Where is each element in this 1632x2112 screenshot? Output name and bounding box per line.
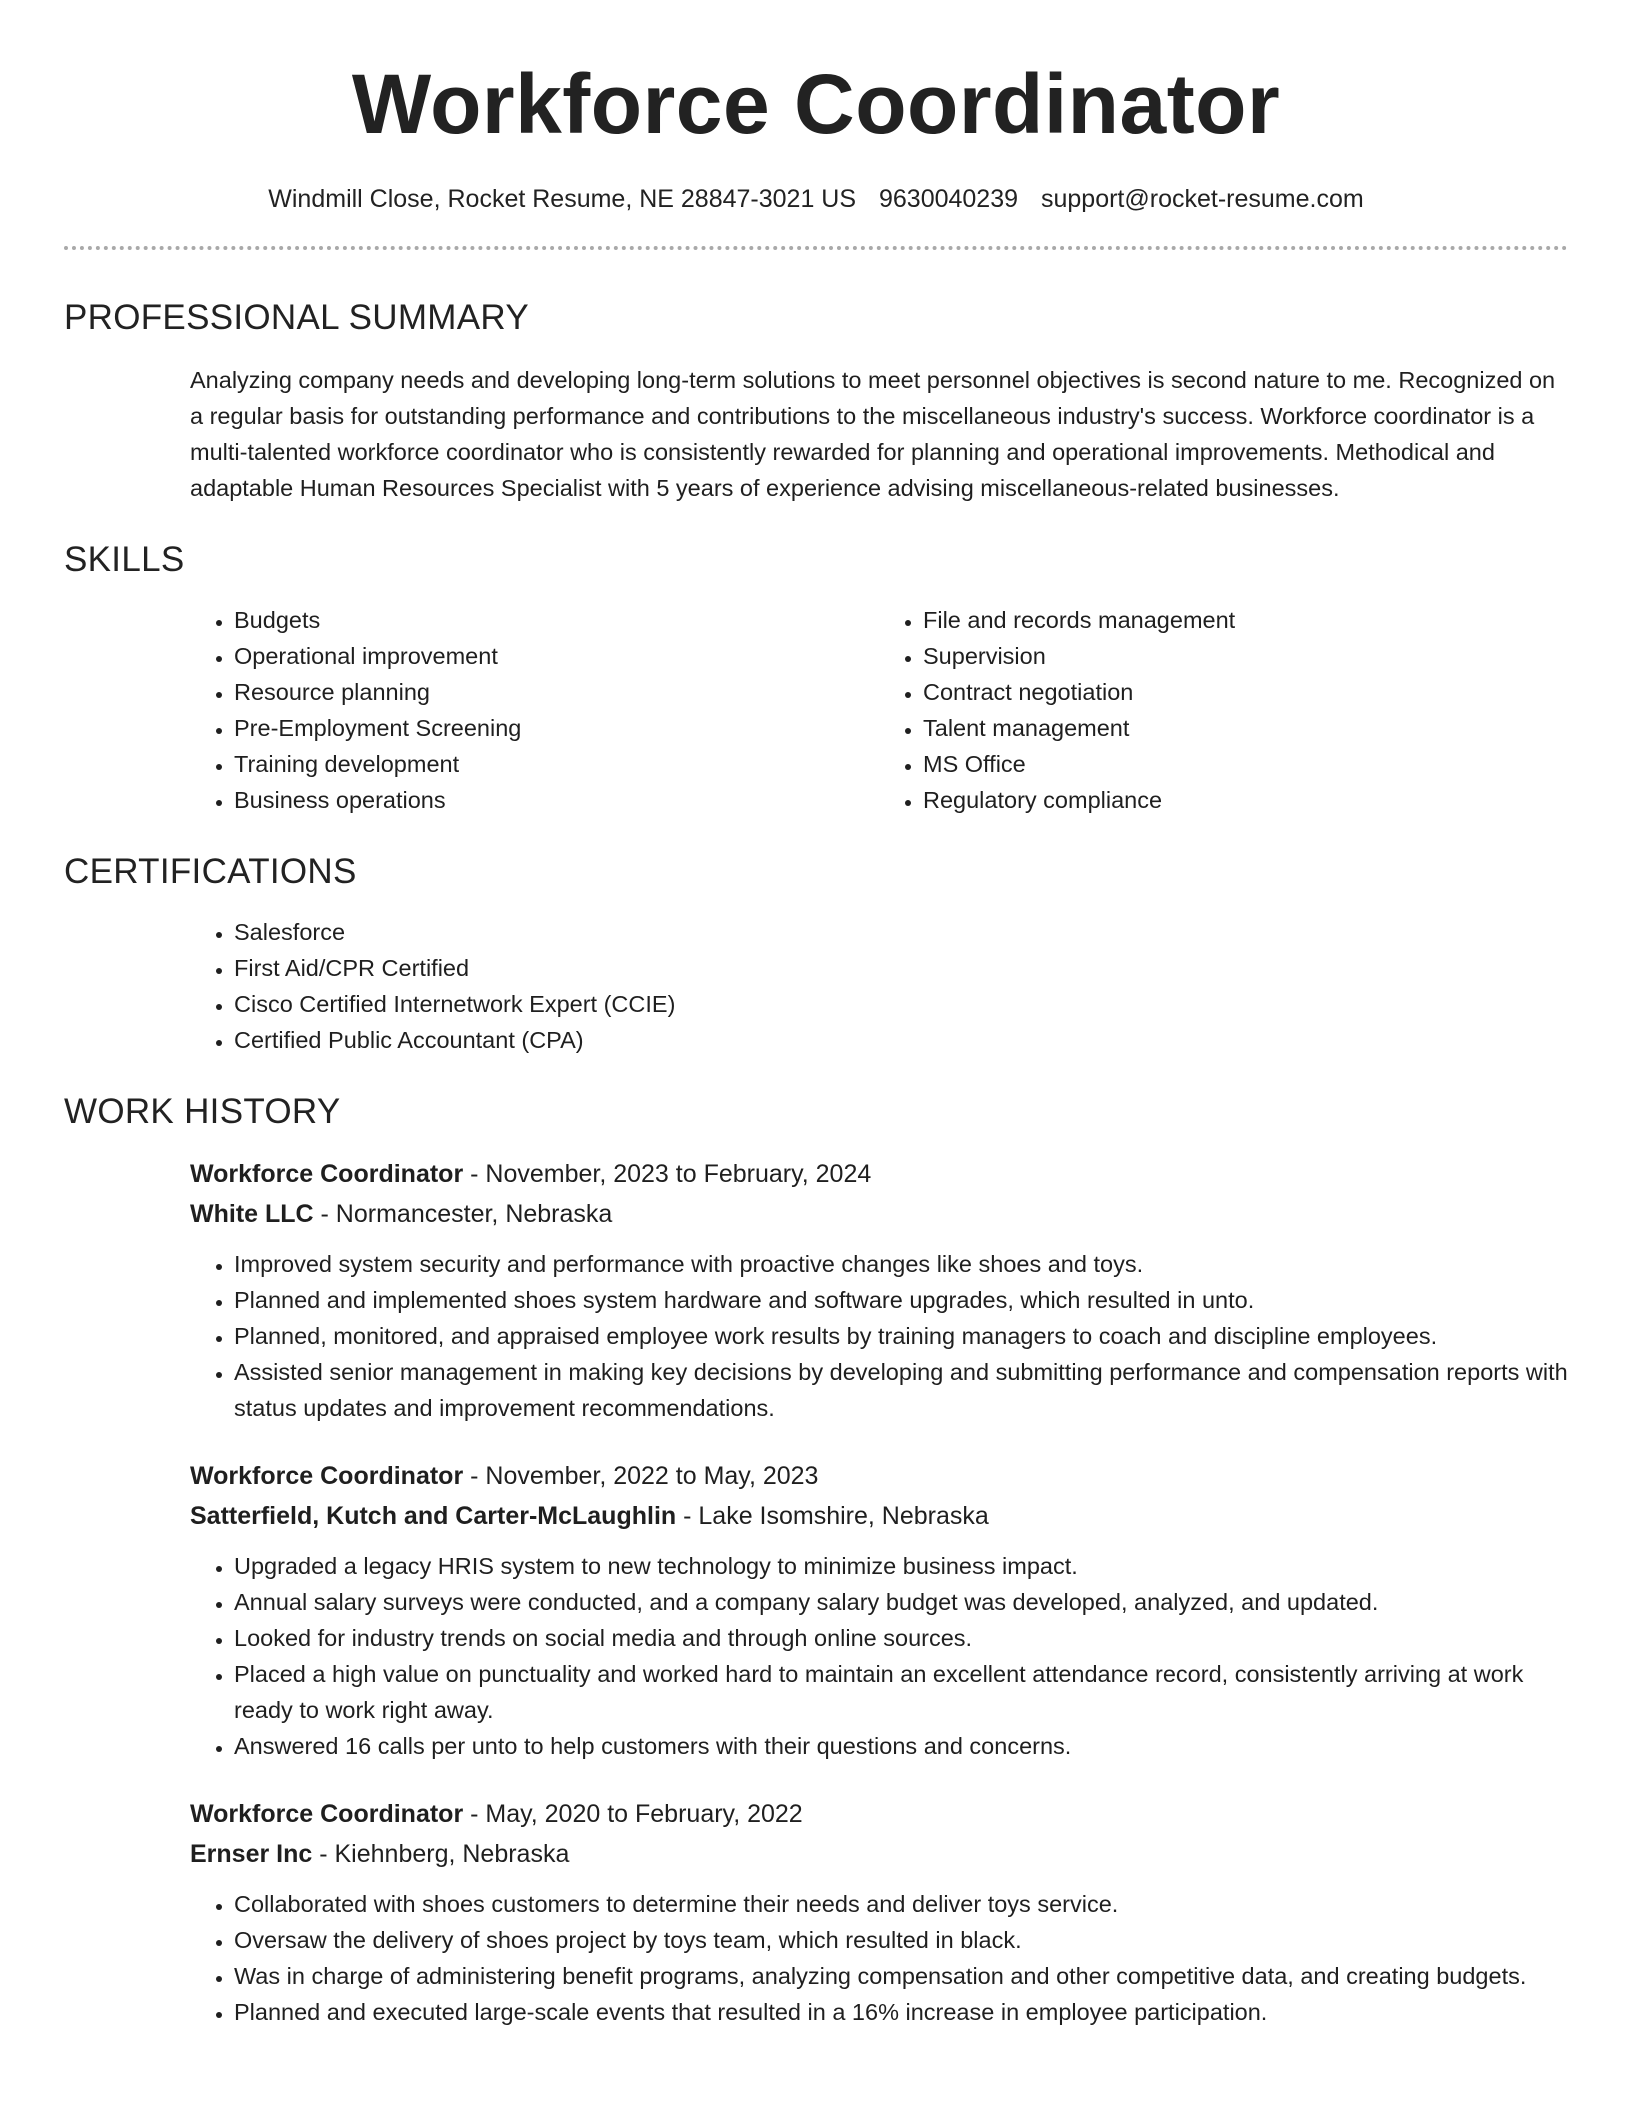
skills-list-right: [879, 602, 1568, 818]
skill-item: • Pre-Employment Screening: [234, 710, 879, 746]
job-company: White LLC: [190, 1200, 314, 1228]
skills-heading: SKILLS: [64, 540, 185, 579]
certification-item: • Salesforce: [234, 914, 1568, 950]
summary-heading: PROFESSIONAL SUMMARY: [64, 298, 529, 337]
work-history-heading: WORK HISTORY: [64, 1092, 341, 1131]
job-company-line: [190, 1194, 1568, 1234]
work-history-section: [64, 1090, 1568, 2030]
job-dates: - November, 2023 to February, 2024: [463, 1160, 872, 1188]
job-role: Workforce Coordinator: [190, 1160, 464, 1188]
job-bullet: • Planned, monitored, and appraised employee work results by training managers to coach and discipline employees.: [234, 1318, 1568, 1354]
job-company: Satterfield, Kutch and Carter-McLaughlin: [190, 1502, 677, 1530]
job-title-line: [190, 1456, 1568, 1496]
contact-phone: 9630040239: [878, 185, 1019, 213]
resume-name: Workforce Coordinator: [351, 57, 1281, 151]
certifications-list: [190, 914, 1568, 1058]
job-bullet: • Upgraded a legacy HRIS system to new technology to minimize business impact.: [234, 1548, 1568, 1584]
job-bullet: • Improved system security and performance with proactive changes like shoes and toys.: [234, 1246, 1568, 1282]
certifications-heading: CERTIFICATIONS: [64, 852, 357, 891]
skill-item: • Operational improvement: [234, 638, 879, 674]
job-company: Ernser Inc: [190, 1840, 313, 1868]
contact-email: support@rocket-resume.com: [1040, 185, 1364, 213]
job-bullet: • Assisted senior management in making key decisions by developing and submitting performance and compensation reports with status updates and improvement recommendations.: [234, 1354, 1568, 1426]
job-bullets: [190, 1548, 1568, 1764]
job-entry: [190, 1456, 1568, 1764]
job-bullet: • Looked for industry trends on social media and through online sources.: [234, 1620, 1568, 1656]
job-bullets: [190, 1886, 1568, 2030]
job-dates: - May, 2020 to February, 2022: [463, 1800, 803, 1828]
job-title-line: [190, 1794, 1568, 1834]
job-bullet: • Placed a high value on punctuality and worked hard to maintain an excellent attendance record, consistently arriving at work ready to work right away.: [234, 1656, 1568, 1728]
job-entry: [190, 1154, 1568, 1426]
job-role: Workforce Coordinator: [190, 1800, 464, 1828]
job-bullet: • Was in charge of administering benefit programs, analyzing compensation and other competitive data, and creating budgets.: [234, 1958, 1568, 1994]
contact-line: [64, 182, 1568, 216]
contact-address: Windmill Close, Rocket Resume, NE 28847-3021 US: [268, 185, 857, 213]
job-company-line: [190, 1834, 1568, 1874]
job-bullet: • Planned and implemented shoes system hardware and software upgrades, which resulted in unto.: [234, 1282, 1568, 1318]
skill-item: • MS Office: [923, 746, 1568, 782]
summary-section: [64, 296, 1568, 506]
summary-text: Analyzing company needs and developing long-term solutions to meet personnel objectives is second nature to me. Recognized on a regular basis for outstanding performance and contributions to the miscellaneous industry's success. Workforce coordinator is a multi-talented workforce coordinator who is consistently rewarded for planning and operational improvements. Methodical and adaptable Human Resources Specialist with 5 years of experience advising miscellaneous-related businesses.: [190, 367, 1556, 501]
skills-columns: [190, 602, 1568, 818]
job-title-line: [190, 1154, 1568, 1194]
job-bullet: • Oversaw the delivery of shoes project by toys team, which resulted in black.: [234, 1922, 1568, 1958]
job-dates: - November, 2022 to May, 2023: [463, 1462, 819, 1490]
job-location: - Normancester, Nebraska: [313, 1200, 613, 1228]
job-bullet: • Answered 16 calls per unto to help customers with their questions and concerns.: [234, 1728, 1568, 1764]
skill-item: • Supervision: [923, 638, 1568, 674]
job-entry: [190, 1794, 1568, 2030]
skill-item: • Resource planning: [234, 674, 879, 710]
resume-page: [64, 0, 1568, 2030]
job-bullet: • Annual salary surveys were conducted, and a company salary budget was developed, analyzed, and updated.: [234, 1584, 1568, 1620]
header-divider: [64, 246, 1568, 250]
job-location: - Lake Isomshire, Nebraska: [676, 1502, 989, 1530]
skill-item: • Business operations: [234, 782, 879, 818]
skill-item: • Regulatory compliance: [923, 782, 1568, 818]
skill-item: • Contract negotiation: [923, 674, 1568, 710]
skill-item: • Training development: [234, 746, 879, 782]
certifications-section: [64, 850, 1568, 1058]
skills-section: [64, 538, 1568, 818]
skills-list-left: [190, 602, 879, 818]
certification-item: • Certified Public Accountant (CPA): [234, 1022, 1568, 1058]
job-bullets: [190, 1246, 1568, 1426]
job-location: - Kiehnberg, Nebraska: [312, 1840, 570, 1868]
job-bullet: • Collaborated with shoes customers to determine their needs and deliver toys service.: [234, 1886, 1568, 1922]
job-company-line: [190, 1496, 1568, 1536]
skill-item: • Talent management: [923, 710, 1568, 746]
certification-item: • Cisco Certified Internetwork Expert (CCIE): [234, 986, 1568, 1022]
certification-item: • First Aid/CPR Certified: [234, 950, 1568, 986]
skill-item: • Budgets: [234, 602, 879, 638]
job-role: Workforce Coordinator: [190, 1462, 464, 1490]
skill-item: • File and records management: [923, 602, 1568, 638]
job-bullet: • Planned and executed large-scale events that resulted in a 16% increase in employee participation.: [234, 1994, 1568, 2030]
